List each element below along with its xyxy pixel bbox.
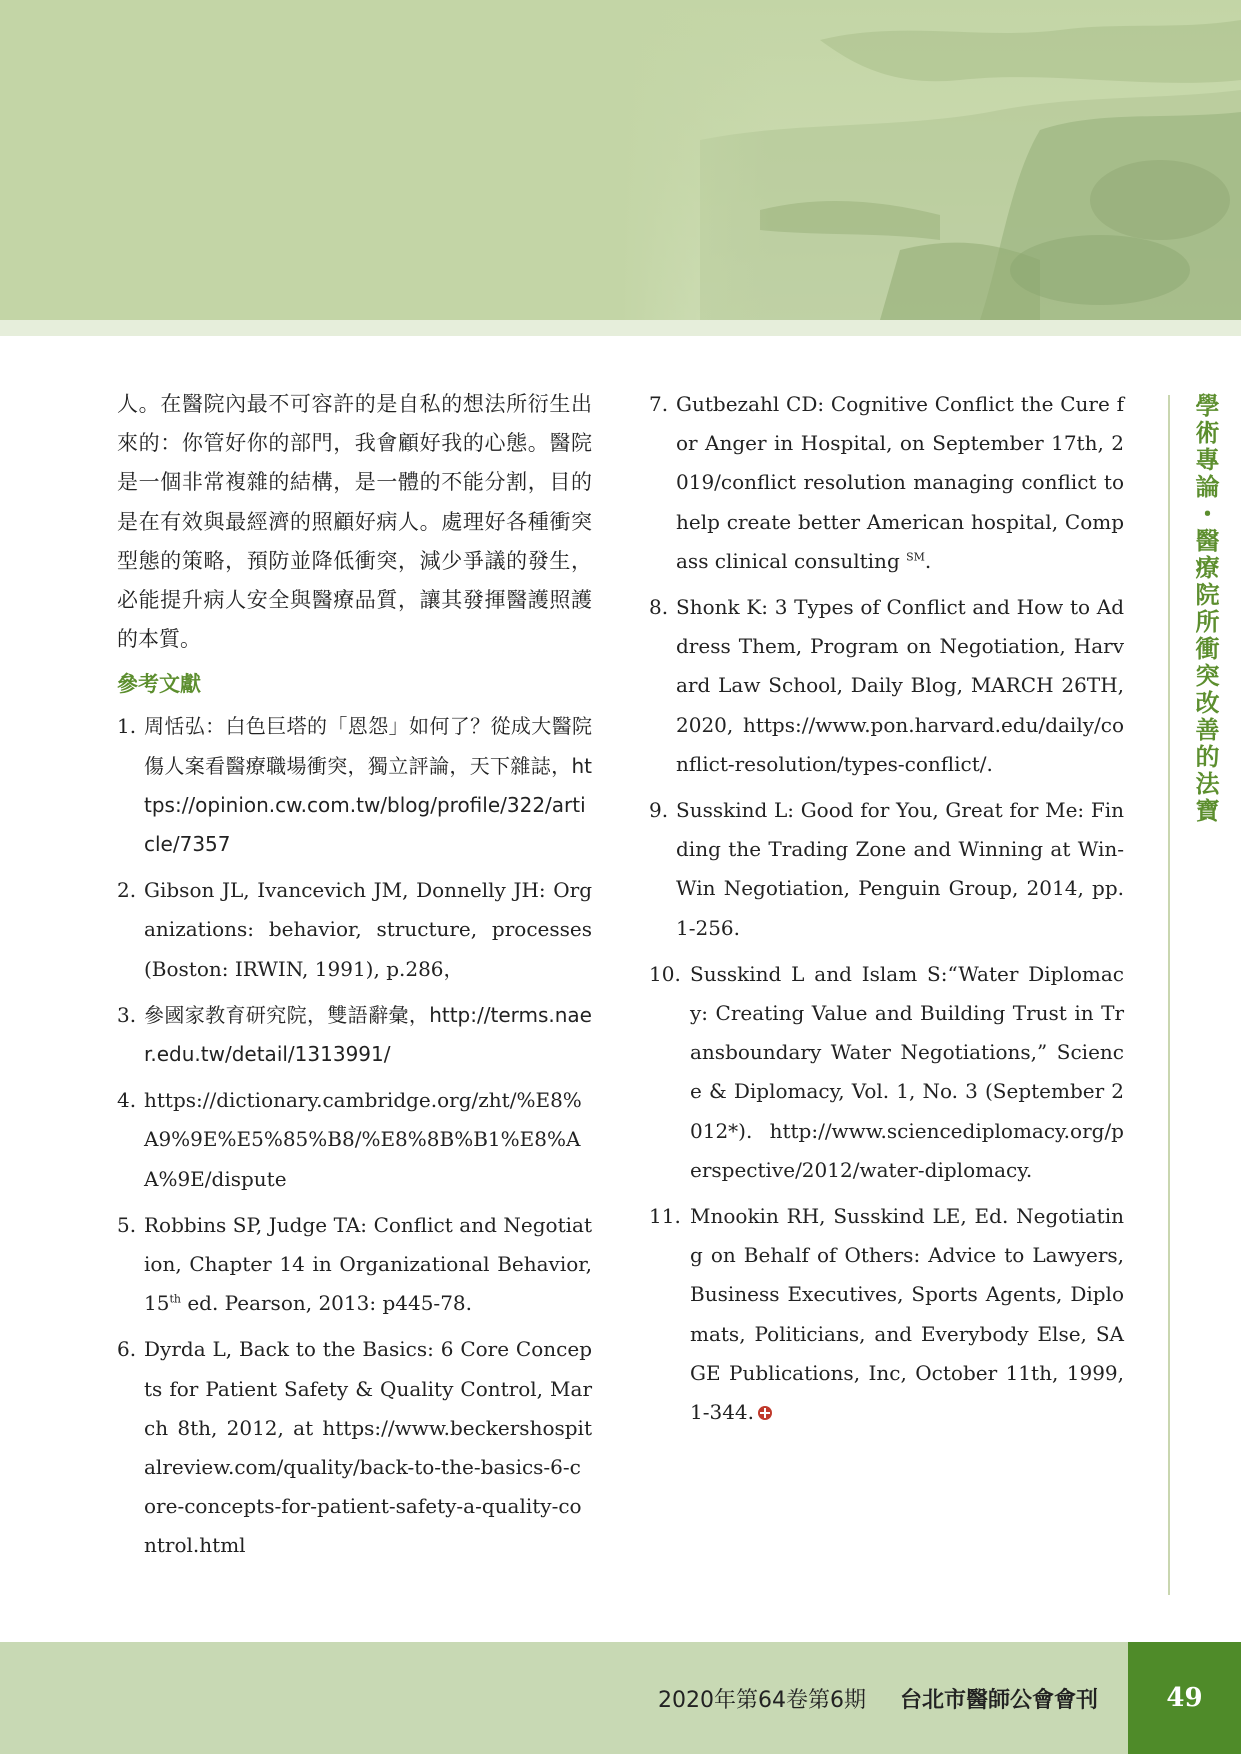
reference-number: 9. bbox=[649, 798, 669, 823]
reference-item-3 bbox=[117, 996, 592, 1074]
reference-text: Dyrda L, Back to the Basics: 6 Core Concepts for Patient Safety & Quality Control, March 8th, 2012, at https://www.beckershospitalreview.com/quality/back-to-the-basics-6-core-concepts-for-patient-safety-a-quality-control.html bbox=[144, 1337, 592, 1558]
references-heading: 參考文獻 bbox=[117, 672, 201, 697]
reference-item-6 bbox=[117, 1330, 592, 1565]
reference-text: Susskind L: Good for You, Great for Me: Finding the Trading Zone and Winning at Win-Win Negotiation, Penguin Group, 2014, pp.1-256. bbox=[676, 798, 1124, 940]
reference-number: 5. bbox=[117, 1212, 137, 1237]
reference-item-9 bbox=[649, 791, 1124, 948]
reference-number: 1. bbox=[117, 714, 137, 739]
reference-number: 8. bbox=[649, 595, 669, 620]
reference-text: 周恬弘：白色巨塔的「恩怨」如何了？從成大醫院傷人案看醫療職場衝突，獨立評論，天下雜誌，https://opinion.cw.com.tw/blog/profile/322/article/7357 bbox=[144, 714, 592, 857]
reference-text: Gibson JL, Ivancevich JM, Donnelly JH: Organizations: behavior, structure, processes (Boston: IRWIN, 1991), p.286， bbox=[144, 878, 592, 981]
reference-text-part: Mnookin RH, Susskind LE, Ed. Negotiating on Behalf of Others: Advice to Lawyers, Business Executives, Sports Agents, Diplomats, Politicians, and Everybody Else, SAGE Publications, Inc, October 11th, 1999, 1-344. bbox=[690, 1204, 1124, 1425]
reference-text-part: ed. Pearson, 2013: p445-78. bbox=[180, 1291, 472, 1316]
page-footer bbox=[0, 1642, 1241, 1754]
reference-list bbox=[117, 707, 592, 1565]
banner-divider bbox=[0, 320, 1241, 336]
superscript: th bbox=[169, 1292, 181, 1306]
landscape-illustration bbox=[0, 0, 1241, 320]
reference-number: 2. bbox=[117, 878, 137, 903]
reference-list bbox=[649, 385, 1124, 1432]
end-mark-icon bbox=[758, 1406, 772, 1420]
reference-number: 11. bbox=[649, 1204, 681, 1229]
publication-name: 台北市醫師公會會刊 bbox=[899, 1687, 1098, 1713]
reference-number: 6. bbox=[117, 1337, 137, 1362]
reference-item-8 bbox=[649, 588, 1124, 784]
reference-item-7 bbox=[649, 385, 1124, 581]
reference-item-5 bbox=[117, 1206, 592, 1324]
page-number: 49 bbox=[1128, 1642, 1241, 1754]
reference-item-2 bbox=[117, 871, 592, 989]
reference-text bbox=[649, 385, 1124, 581]
reference-number: 3. bbox=[117, 1002, 137, 1027]
reference-text-part: Gutbezahl CD: Cognitive Conflict the Cure for Anger in Hospital, on September 17th, 2019/conflict resolution managing conflict to help create better American hospital, Compass clinical consulting bbox=[676, 392, 1124, 573]
reference-text-part: . bbox=[924, 548, 932, 573]
superscript: SM bbox=[906, 550, 925, 564]
reference-number: 7. bbox=[649, 392, 669, 416]
reference-item-10 bbox=[649, 955, 1124, 1190]
footer-text bbox=[658, 1642, 1098, 1754]
reference-item-1 bbox=[117, 707, 592, 864]
reference-text-part: Robbins SP, Judge TA: Conflict and Negotiation, Chapter 14 in Organizational Behavior,15 bbox=[144, 1212, 592, 1316]
reference-text: Susskind L and Islam S:“Water Diplomacy: Creating Value and Building Trust in Transboundary Water Negotiations,” Science & Diplomacy, Vol. 1, No. 3 (September 2012*). http://www.sciencediplomacy.org/perspective/2012/water-diplomacy. bbox=[690, 961, 1124, 1182]
right-column bbox=[649, 385, 1124, 1439]
reference-text bbox=[117, 1206, 592, 1324]
body-paragraph: 人。在醫院內最不可容許的是自私的想法所衍生出來的：你管好你的部門，我會顧好我的心態。醫院是一個非常複雜的結構，是一體的不能分割，目的是在有效與最經濟的照顧好病人。處理好各種衝突型態的策略，預防並降低衝突，減少爭議的發生，必能提升病人安全與醫療品質，讓其發揮醫護照護的本質。 bbox=[117, 392, 592, 652]
header-banner bbox=[0, 0, 1241, 320]
reference-item-11 bbox=[649, 1197, 1124, 1432]
reference-item-4 bbox=[117, 1081, 592, 1199]
issue-label: 2020年第64卷第6期 bbox=[658, 1687, 866, 1713]
reference-text bbox=[649, 1197, 1124, 1432]
section-title-vertical: 學術專論・醫療院所衝突改善的法寶 bbox=[1191, 393, 1219, 825]
reference-link[interactable]: https://dictionary.cambridge.org/zht/%E8%A9%9E%E5%85%B8/%E8%8B%B1%E8%AA%9E/dispute bbox=[144, 1088, 582, 1191]
sidebar-divider bbox=[1168, 395, 1170, 1595]
reference-number: 10. bbox=[649, 961, 681, 986]
reference-number: 4. bbox=[117, 1088, 137, 1113]
reference-text: 參國家教育研究院，雙語辭彙，http://terms.naer.edu.tw/detail/1313991/ bbox=[144, 1002, 592, 1067]
left-column bbox=[117, 385, 592, 1573]
reference-text: Shonk K: 3 Types of Conflict and How to Address Them, Program on Negotiation, Harvard Law School, Daily Blog, MARCH 26TH, 2020, https://www.pon.harvard.edu/daily/conflict-resolution/types-conflict/. bbox=[676, 595, 1124, 776]
